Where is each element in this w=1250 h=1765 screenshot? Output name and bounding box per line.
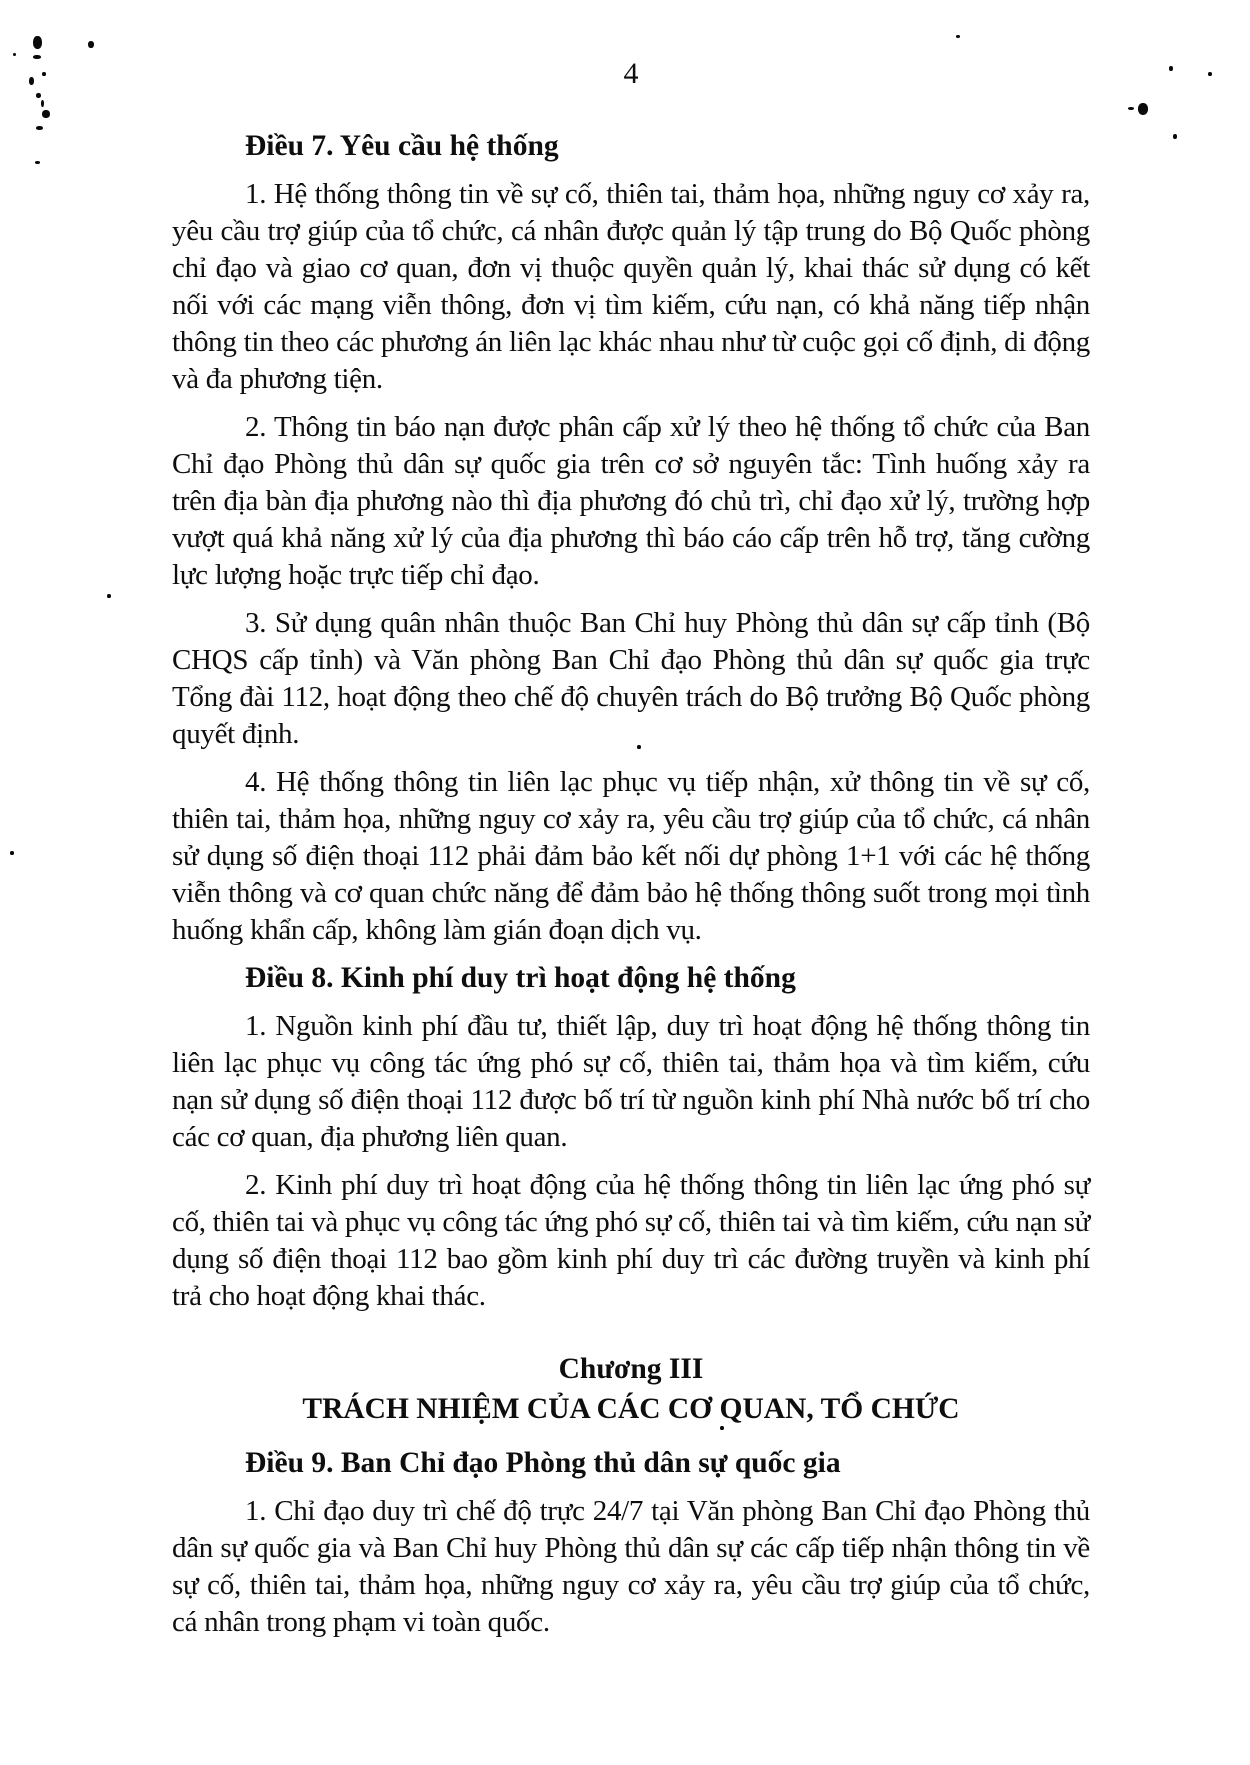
ink-speck xyxy=(956,35,960,38)
article-9-paragraph-1: 1. Chỉ đạo duy trì chế độ trực 24/7 tại Văn phòng Ban Chỉ đạo Phòng thủ dân sự quốc gia và Ban Chỉ huy Phòng thủ dân sự các cấp tiếp nhận thông tin về sự cố, thiên tai, thảm họa, những nguy cơ xảy ra, yêu cầu trợ giúp của tổ chức, cá nhân trong phạm vi toàn quốc. xyxy=(172,1495,1090,1638)
ink-speck xyxy=(88,41,94,48)
page-number: 4 xyxy=(623,57,639,90)
article-9-heading: Điều 9. Ban Chỉ đạo Phòng thủ dân sự quốc gia xyxy=(245,1447,841,1479)
ink-speck xyxy=(42,110,50,118)
article-7-heading: Điều 7. Yêu cầu hệ thống xyxy=(245,130,559,162)
ink-speck xyxy=(1208,72,1212,76)
ink-speck xyxy=(33,36,42,49)
ink-speck xyxy=(13,53,16,56)
ink-speck xyxy=(107,594,111,598)
ink-speck xyxy=(35,161,40,164)
article-7-paragraph-2: 2. Thông tin báo nạn được phân cấp xử lý theo hệ thống tổ chức của Ban Chỉ đạo Phòng thủ dân sự quốc gia trên cơ sở nguyên tắc: Tình huống xảy ra trên địa bàn địa phương nào thì địa phương đó chủ trì, chỉ đạo xử lý, trường hợp vượt quá khả năng xử lý của địa phương thì báo cáo cấp trên hỗ trợ, tăng cường lực lượng hoặc trực tiếp chỉ đạo. xyxy=(172,411,1090,591)
ink-speck xyxy=(41,100,44,107)
ink-speck xyxy=(1169,66,1173,71)
article-7-paragraph-3: 3. Sử dụng quân nhân thuộc Ban Chỉ huy Phòng thủ dân sự cấp tỉnh (Bộ CHQS cấp tỉnh) và Văn phòng Ban Chỉ đạo Phòng thủ dân sự quốc gia trực Tổng đài 112, hoạt động theo chế độ chuyên trách do Bộ trưởng Bộ Quốc phòng quyết định. xyxy=(172,607,1090,750)
article-8-paragraph-2: 2. Kinh phí duy trì hoạt động của hệ thống thông tin liên lạc ứng phó sự cố, thiên tai và phục vụ công tác ứng phó sự cố, thiên tai và tìm kiếm, cứu nạn sử dụng số điện thoại 112 bao gồm kinh phí duy trì các đường truyền và kinh phí trả cho hoạt động khai thác. xyxy=(172,1169,1090,1312)
article-8-paragraph-1: 1. Nguồn kinh phí đầu tư, thiết lập, duy trì hoạt động hệ thống thông tin liên lạc phục vụ công tác ứng phó sự cố, thiên tai, thảm họa và tìm kiếm, cứu nạn sử dụng số điện thoại 112 được bố trí từ nguồn kinh phí Nhà nước bố trí cho các cơ quan, địa phương liên quan. xyxy=(172,1010,1090,1153)
chapter-3-heading xyxy=(172,1349,1090,1429)
article-7-paragraph-1: 1. Hệ thống thông tin về sự cố, thiên tai, thảm họa, những nguy cơ xảy ra, yêu cầu trợ giúp của tổ chức, cá nhân được quản lý tập trung do Bộ Quốc phòng chỉ đạo và giao cơ quan, đơn vị thuộc quyền quản lý, khai thác sử dụng có kết nối với các mạng viễn thông, đơn vị tìm kiếm, cứu nạn, có khả năng tiếp nhận thông tin theo các phương án liên lạc khác nhau như từ cuộc gọi cố định, di động và đa phương tiện. xyxy=(172,178,1090,395)
ink-speck xyxy=(1138,103,1148,115)
ink-speck xyxy=(10,851,14,855)
ink-speck xyxy=(33,55,41,59)
ink-speck xyxy=(29,77,34,85)
chapter-title: TRÁCH NHIỆM CỦA CÁC CƠ QUAN, TỔ CHỨC xyxy=(302,1393,960,1425)
ink-speck xyxy=(36,93,41,98)
ink-speck xyxy=(1173,134,1177,139)
article-8-heading: Điều 8. Kinh phí duy trì hoạt động hệ thống xyxy=(245,962,796,994)
page-content xyxy=(172,56,1090,1652)
ink-speck xyxy=(42,72,46,76)
chapter-number: Chương III xyxy=(558,1353,704,1385)
ink-speck xyxy=(36,126,43,130)
ink-speck xyxy=(1128,107,1134,110)
article-7-paragraph-4: 4. Hệ thống thông tin liên lạc phục vụ tiếp nhận, xử thông tin về sự cố, thiên tai, thảm họa, những nguy cơ xảy ra, yêu cầu trợ giúp của tổ chức, cá nhân sử dụng số điện thoại 112 phải đảm bảo kết nối dự phòng 1+1 với các hệ thống viễn thông và cơ quan chức năng để đảm bảo hệ thống thông suốt trong mọi tình huống khẩn cấp, không làm gián đoạn dịch vụ. xyxy=(172,766,1090,946)
